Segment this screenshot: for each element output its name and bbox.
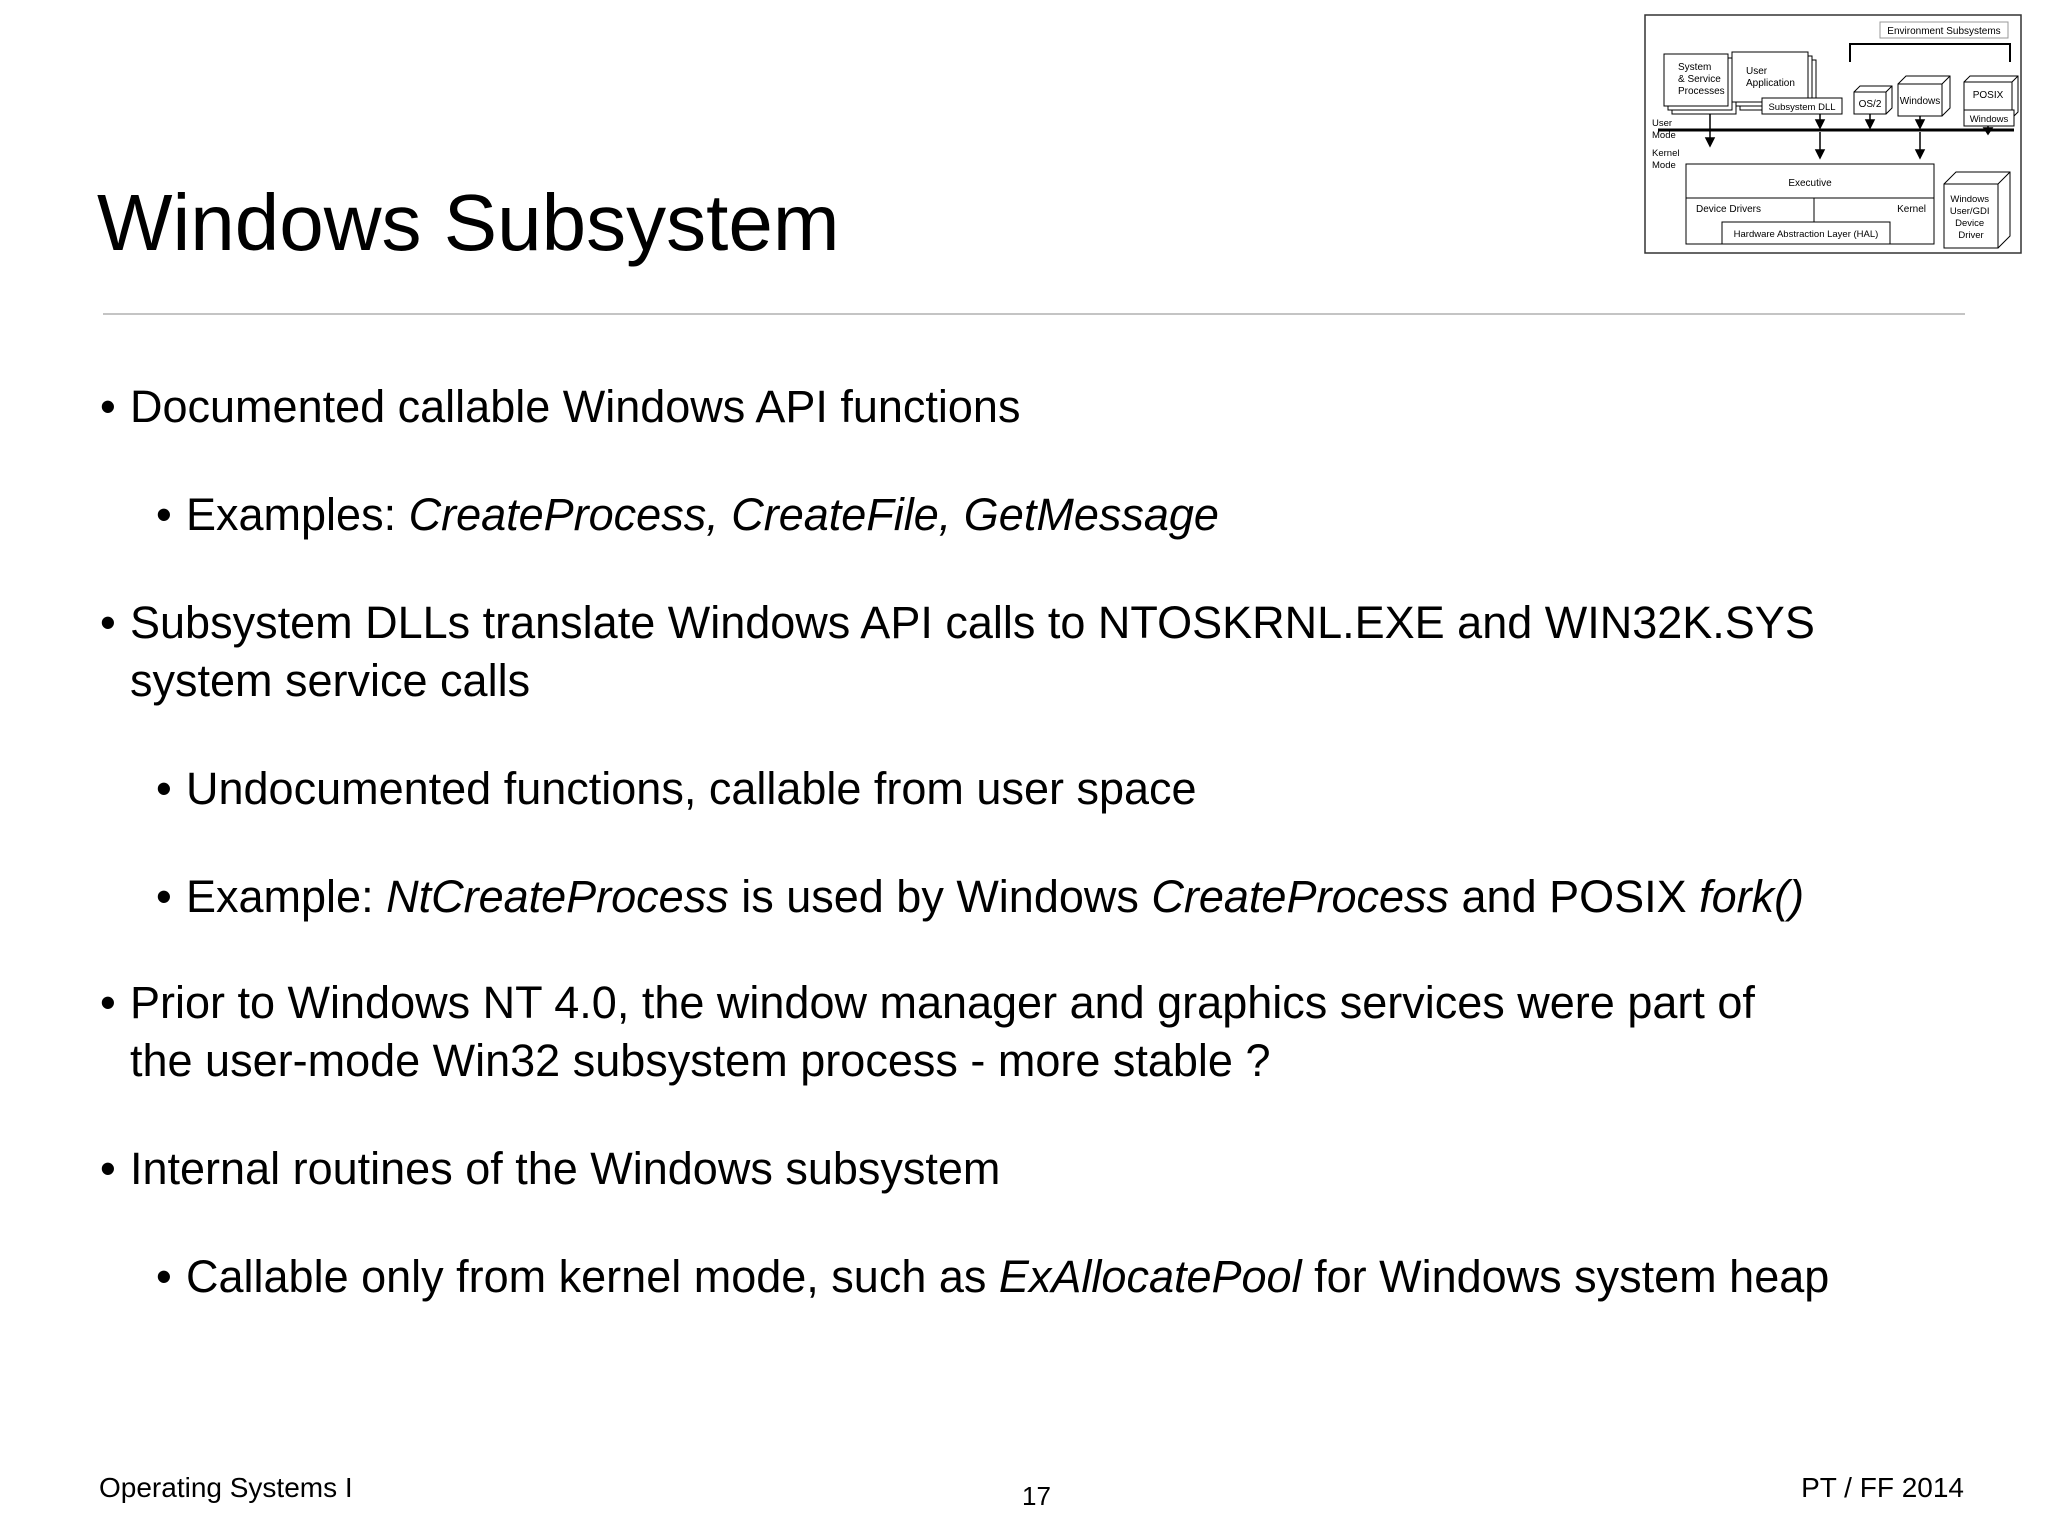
bullet-1 — [100, 378, 1960, 436]
bullet-3-line1: Prior to Windows NT 4.0, the window manager and graphics services were part of — [130, 977, 1755, 1028]
bullet-1-1-italic: CreateProcess, CreateFile, GetMessage — [408, 489, 1219, 540]
bullet-1-text: Documented callable Windows API functions — [130, 381, 1021, 432]
bullet-symbol: • — [156, 871, 172, 922]
slide-title: Windows Subsystem — [97, 178, 840, 267]
footer-course: Operating Systems I — [99, 1472, 353, 1503]
bullet-2-1-text: Undocumented functions, callable from user space — [186, 763, 1197, 814]
bullet-2-line1: Subsystem DLLs translate Windows API calls to NTOSKRNL.EXE and WIN32K.SYS — [130, 597, 1815, 648]
bullet-symbol: • — [100, 977, 116, 1028]
diagram-posix-windows: Windows — [1969, 114, 2009, 125]
diagram-system-processes-label: System & Service Processes — [1678, 62, 1725, 97]
bullet-4-1-part2: for Windows system heap — [1301, 1251, 1830, 1302]
bullet-4-text: Internal routines of the Windows subsystem — [130, 1143, 1001, 1194]
diagram-user-gdi-label: Windows User/GDI Device Driver — [1949, 194, 1990, 241]
bullet-2-2-italic3: fork() — [1699, 871, 1805, 922]
bullet-2-1 — [156, 760, 1976, 818]
diagram-subsystem-dll: Subsystem DLL — [1768, 102, 1836, 113]
bullet-2-2-italic1: NtCreateProcess — [386, 871, 729, 922]
bullet-2-line2: system service calls — [130, 655, 531, 706]
bullet-3-line2: the user-mode Win32 subsystem process - more stable ? — [130, 1035, 1271, 1086]
diagram-device-drivers: Device Drivers — [1696, 204, 1762, 215]
diagram-posix: POSIX — [1972, 90, 2004, 101]
windows-architecture-diagram — [1644, 14, 2022, 254]
bullet-symbol: • — [156, 1251, 172, 1302]
bullet-symbol: • — [100, 381, 116, 432]
bullet-symbol: • — [156, 763, 172, 814]
diagram-kernel-mode-label: Kernel Mode — [1652, 148, 1680, 171]
bullet-4 — [100, 1140, 1960, 1198]
diagram-os2: OS/2 — [1858, 99, 1882, 110]
bullet-4-1-part1: Callable only from kernel mode, such as — [186, 1251, 999, 1302]
diagram-windows: Windows — [1899, 96, 1941, 107]
bullet-2 — [100, 594, 1960, 710]
bullet-2-2 — [156, 868, 1976, 926]
diagram-user-application-label: User Application — [1746, 66, 1795, 89]
diagram-user-mode-label-2: Mode — [1652, 130, 1676, 141]
footer-author: PT / FF 2014 — [1801, 1472, 1964, 1503]
bullet-2-2-part3: and POSIX — [1449, 871, 1700, 922]
diagram-executive: Executive — [1788, 178, 1832, 189]
bullet-symbol: • — [100, 597, 116, 648]
diagram-hal: Hardware Abstraction Layer (HAL) — [1733, 229, 1879, 240]
bullet-4-1 — [156, 1248, 1976, 1306]
diagram-kernel: Kernel — [1897, 204, 1926, 215]
bullet-2-2-part1: Example: — [186, 871, 387, 922]
bullet-symbol: • — [156, 489, 172, 540]
bullet-3 — [100, 974, 1960, 1090]
bullet-1-1-prefix: Examples: — [186, 489, 409, 540]
bullet-2-2-part2: is used by Windows — [728, 871, 1152, 922]
bullet-symbol: • — [100, 1143, 116, 1194]
bullet-2-2-italic2: CreateProcess — [1151, 871, 1450, 922]
title-divider — [103, 313, 1965, 315]
diagram-user-mode-label: User — [1652, 118, 1673, 129]
bullet-4-1-italic: ExAllocatePool — [998, 1251, 1302, 1302]
bullet-1-1 — [156, 486, 1976, 544]
footer-page-number: 17 — [1022, 1481, 1051, 1511]
diagram-env-subsystems-label: Environment Subsystems — [1887, 26, 2001, 37]
